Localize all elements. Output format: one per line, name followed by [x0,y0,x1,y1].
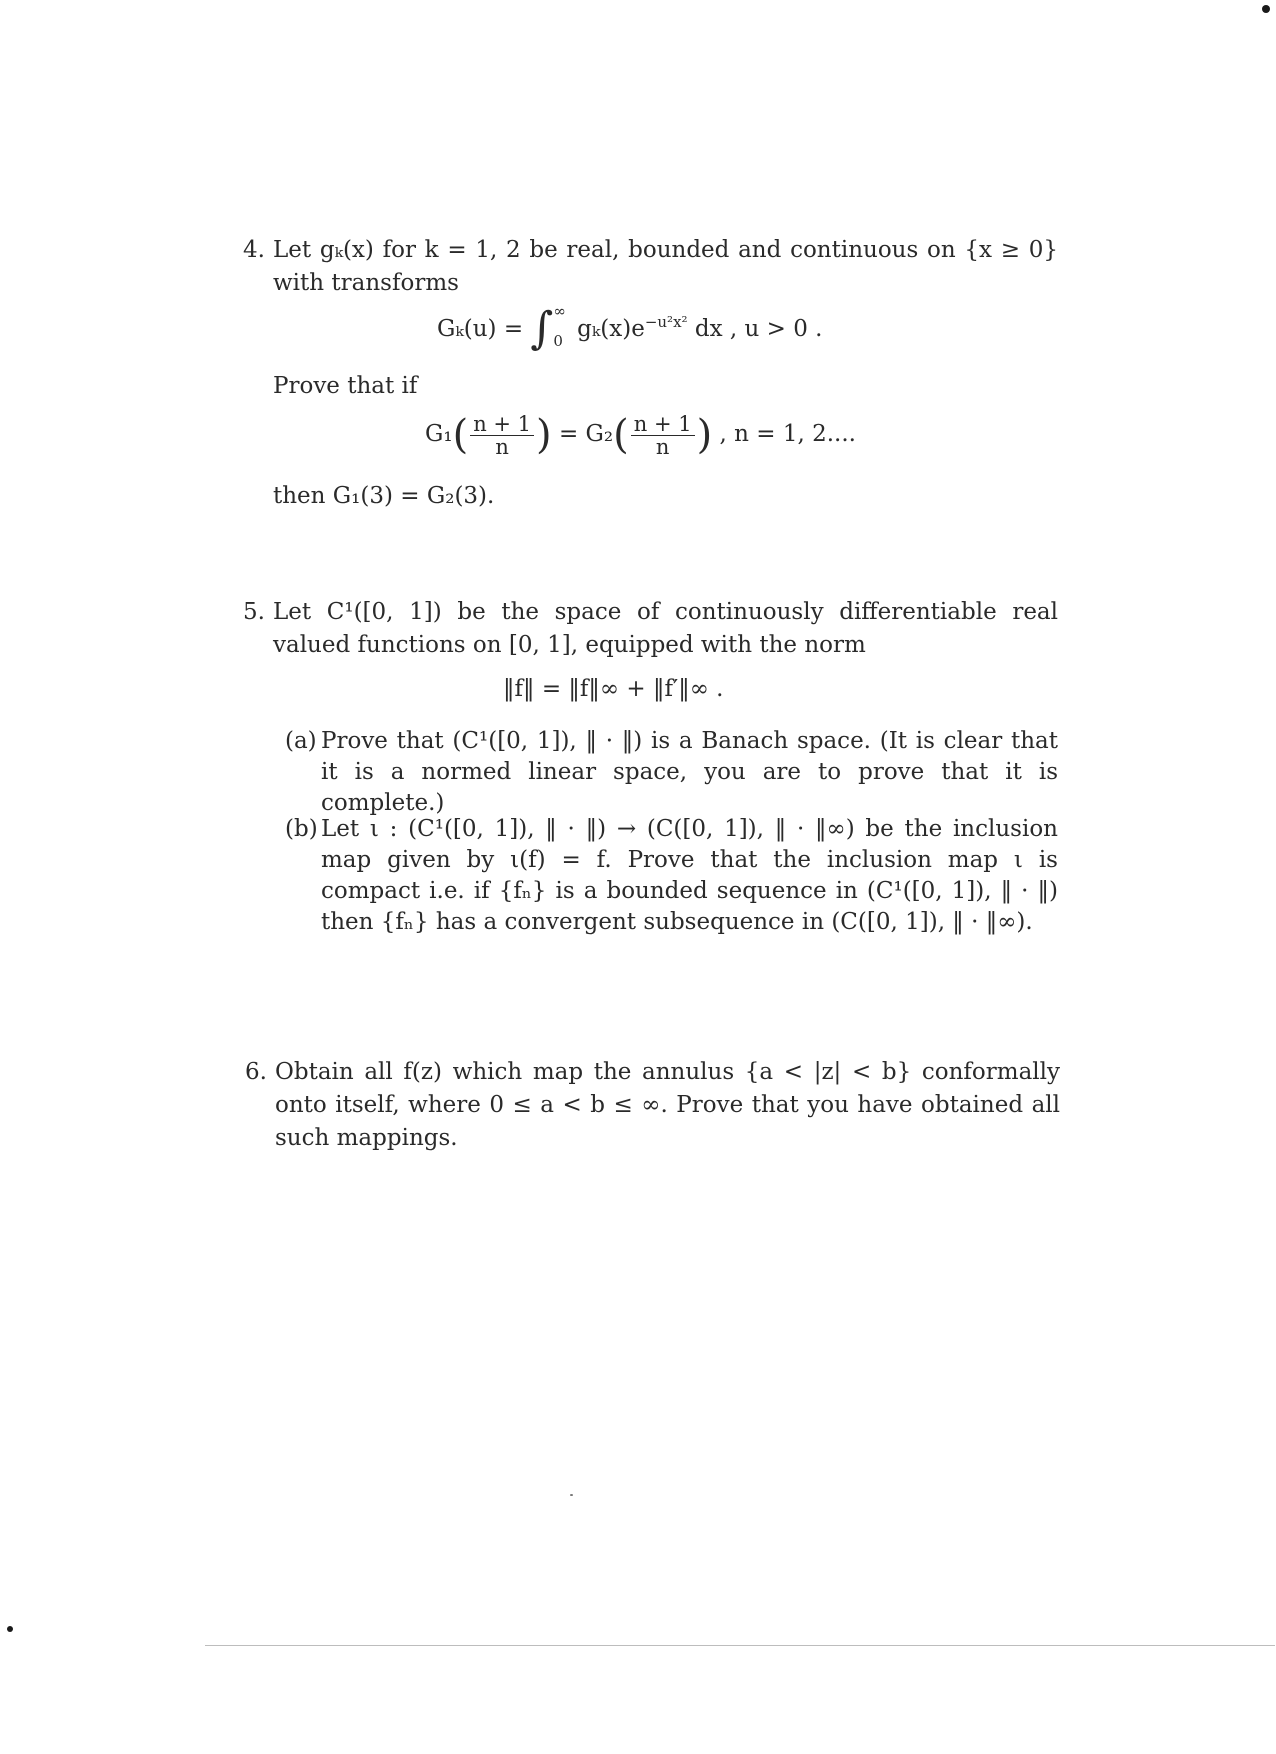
scan-edge-line [205,1645,1275,1646]
condition-formula: G₁( $\frac{n + 1}{n}$ ) = G₂( $\frac{n + 1}{n}$ ) , n = 1, 2.... [425,411,856,459]
formula-lhs: Gₖ(u) = [437,316,524,342]
scan-speck [570,1494,573,1496]
prove-that-if [273,370,1058,403]
problem-5 [243,596,1058,662]
condition-fraction-2 [631,413,695,458]
problem-number: 5. [243,599,265,625]
problem-intro: Let gₖ(x) for k = 1, 2 be real, bounded and continuous on {x ≥ 0} with transforms [273,237,1058,296]
problem-intro: Obtain all f(z) which map the annulus {a < |z| < b} conformally onto itself, where 0 ≤ a < b ≤ ∞. Prove that you have obtained all such mappings. [275,1059,1060,1151]
problem-intro: Let C¹([0, 1]) be the space of continuously differentiable real valued functions on [0, 1], equipped with the norm [273,599,1058,658]
problem-number: 6. [245,1059,267,1085]
part-text: Let ι : (C¹([0, 1]), ‖ · ‖) → (C([0, 1]), ‖ · ‖∞) be the inclusion map given by ι(f) = f. Prove that the inclusion map ι is compact i.e. if {fₙ} is a bounded sequence in (C¹([0, 1]), ‖ · ‖) then {fₙ} has a convergent subsequence in (C([0, 1]), ‖ · ‖∞). [321,816,1058,935]
integral-sign: ∫ [530,302,554,354]
prove-label: Prove that if [273,373,418,399]
condition-fraction-1 [470,413,534,458]
condition-eq: = G₂ [558,421,614,447]
condition-tail: , n = 1, 2.... [719,421,856,447]
transform-formula [437,300,822,360]
part-label: (a) [285,728,317,754]
fraction-numerator: n + 1 [631,413,695,436]
problem-6 [245,1056,1060,1155]
fraction-denominator: n [655,434,670,459]
formula-exponent: −u²x² [644,313,688,331]
condition-g1: G₁ [425,421,453,447]
integral-lower-limit: 0 [553,332,563,350]
part-label: (b) [285,816,318,842]
scan-speck [7,1626,13,1632]
integral-upper-limit: ∞ [553,302,566,320]
scan-speck [1262,5,1270,13]
fraction-numerator: n + 1 [470,413,534,436]
norm-formula: ‖f‖ = ‖f‖∞ + ‖f′‖∞ . [503,676,724,702]
conclusion-text: then G₁(3) = G₂(3). [273,483,495,509]
part-text: Prove that (C¹([0, 1]), ‖ · ‖) is a Banach space. (It is clear that it is a normed linear space, you are to prove that it is complete.) [321,728,1058,816]
problem-number: 4. [243,237,265,263]
integral-limits [553,296,566,356]
formula-integrand: gₖ(x)e [577,316,645,342]
problem-4 [243,234,1058,300]
fraction-denominator: n [495,434,509,459]
problem-4-conclusion [273,480,1058,513]
formula-rest: dx , u > 0 . [694,316,823,342]
